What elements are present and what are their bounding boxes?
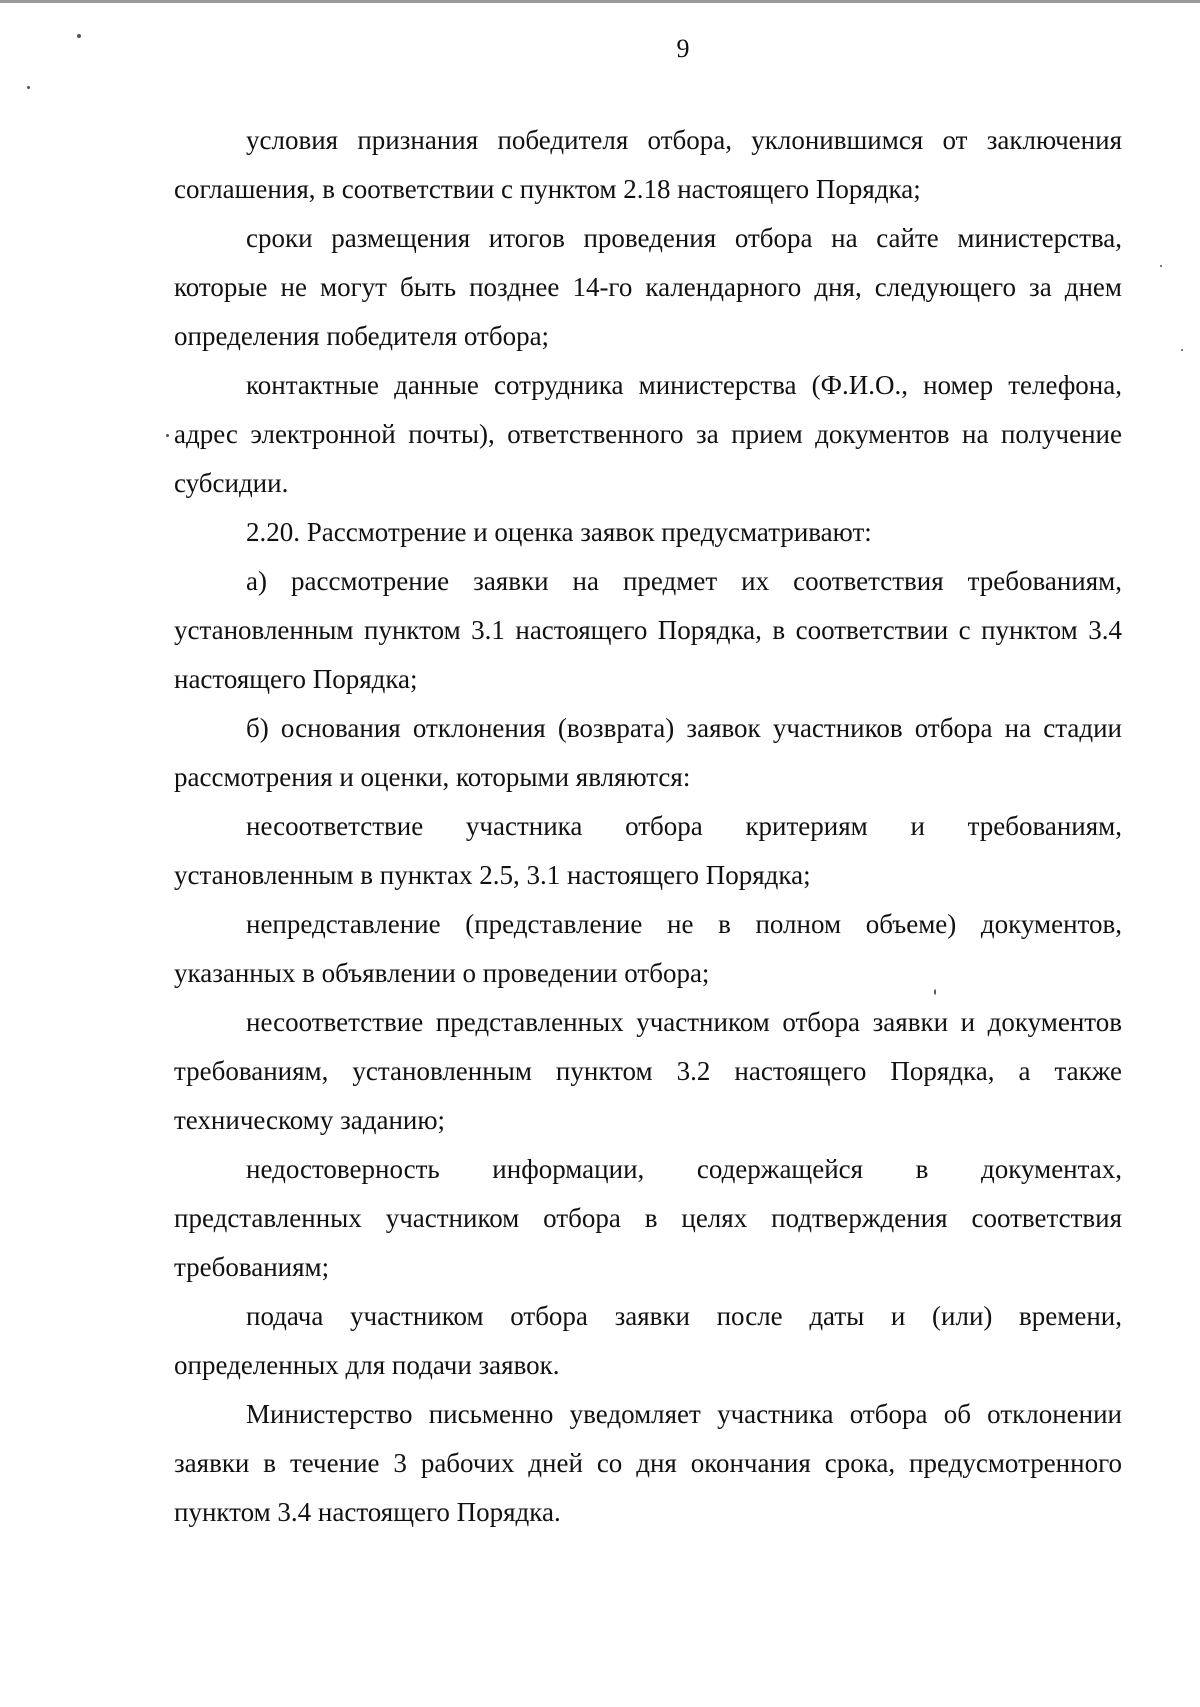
paragraph: 2.20. Рассмотрение и оценка заявок предусматривают: [246, 517, 872, 547]
paragraph: несоответствие представленных участником отбора заявки и документов требованиям, установленным пунктом 3.2 настоящего Порядка, а также техническому заданию; [174, 1007, 1122, 1135]
paragraph: Министерство письменно уведомляет участника отбора об отклонении заявки в течение 3 рабочих дней со дня окончания срока, предусмотренного пунктом 3.4 настоящего Порядка. [174, 1399, 1122, 1527]
paragraph: условия признания победителя отбора, уклонившимся от заключения соглашения, в соответствии с пунктом 2.18 настоящего Порядка; [174, 125, 1122, 204]
paragraph: недостоверность информации, содержащейся в документах, представленных участником отбора в целях подтверждения соответствия требованиям; [174, 1154, 1122, 1282]
scan-speck [1181, 349, 1183, 351]
paragraph: несоответствие участника отбора критериям и требованиям, установленным в пунктах 2.5, 3.1 настоящего Порядка; [174, 811, 1122, 890]
page-number: 9 [676, 34, 690, 63]
paragraph: сроки размещения итогов проведения отбора на сайте министерства, которые не могут быть позднее 14-го календарного дня, следующего за днем определения победителя отбора; [174, 223, 1122, 351]
scan-speck [77, 34, 81, 38]
paragraph: контактные данные сотрудника министерства (Ф.И.О., номер телефона, адрес электронной почты), ответственного за прием документов на получение субсидии. [174, 370, 1122, 498]
top-border [0, 0, 1200, 3]
paragraph: а) рассмотрение заявки на предмет их соответствия требованиям, установленным пунктом 3.1 настоящего Порядка, в соответствии с пунктом 3.4 настоящего Порядка; [174, 566, 1122, 694]
paragraph: подача участником отбора заявки после даты и (или) времени, определенных для подачи заявок. [174, 1301, 1122, 1380]
document-body [174, 116, 1122, 1537]
scan-speck [934, 989, 936, 995]
scan-speck [166, 434, 169, 437]
paragraph: непредставление (представление не в полном объеме) документов, указанных в объявлении о проведении отбора; [174, 909, 1122, 988]
paragraph: б) основания отклонения (возврата) заявок участников отбора на стадии рассмотрения и оценки, которыми являются: [174, 713, 1122, 792]
scan-speck [1160, 265, 1162, 267]
scan-speck [27, 86, 30, 89]
